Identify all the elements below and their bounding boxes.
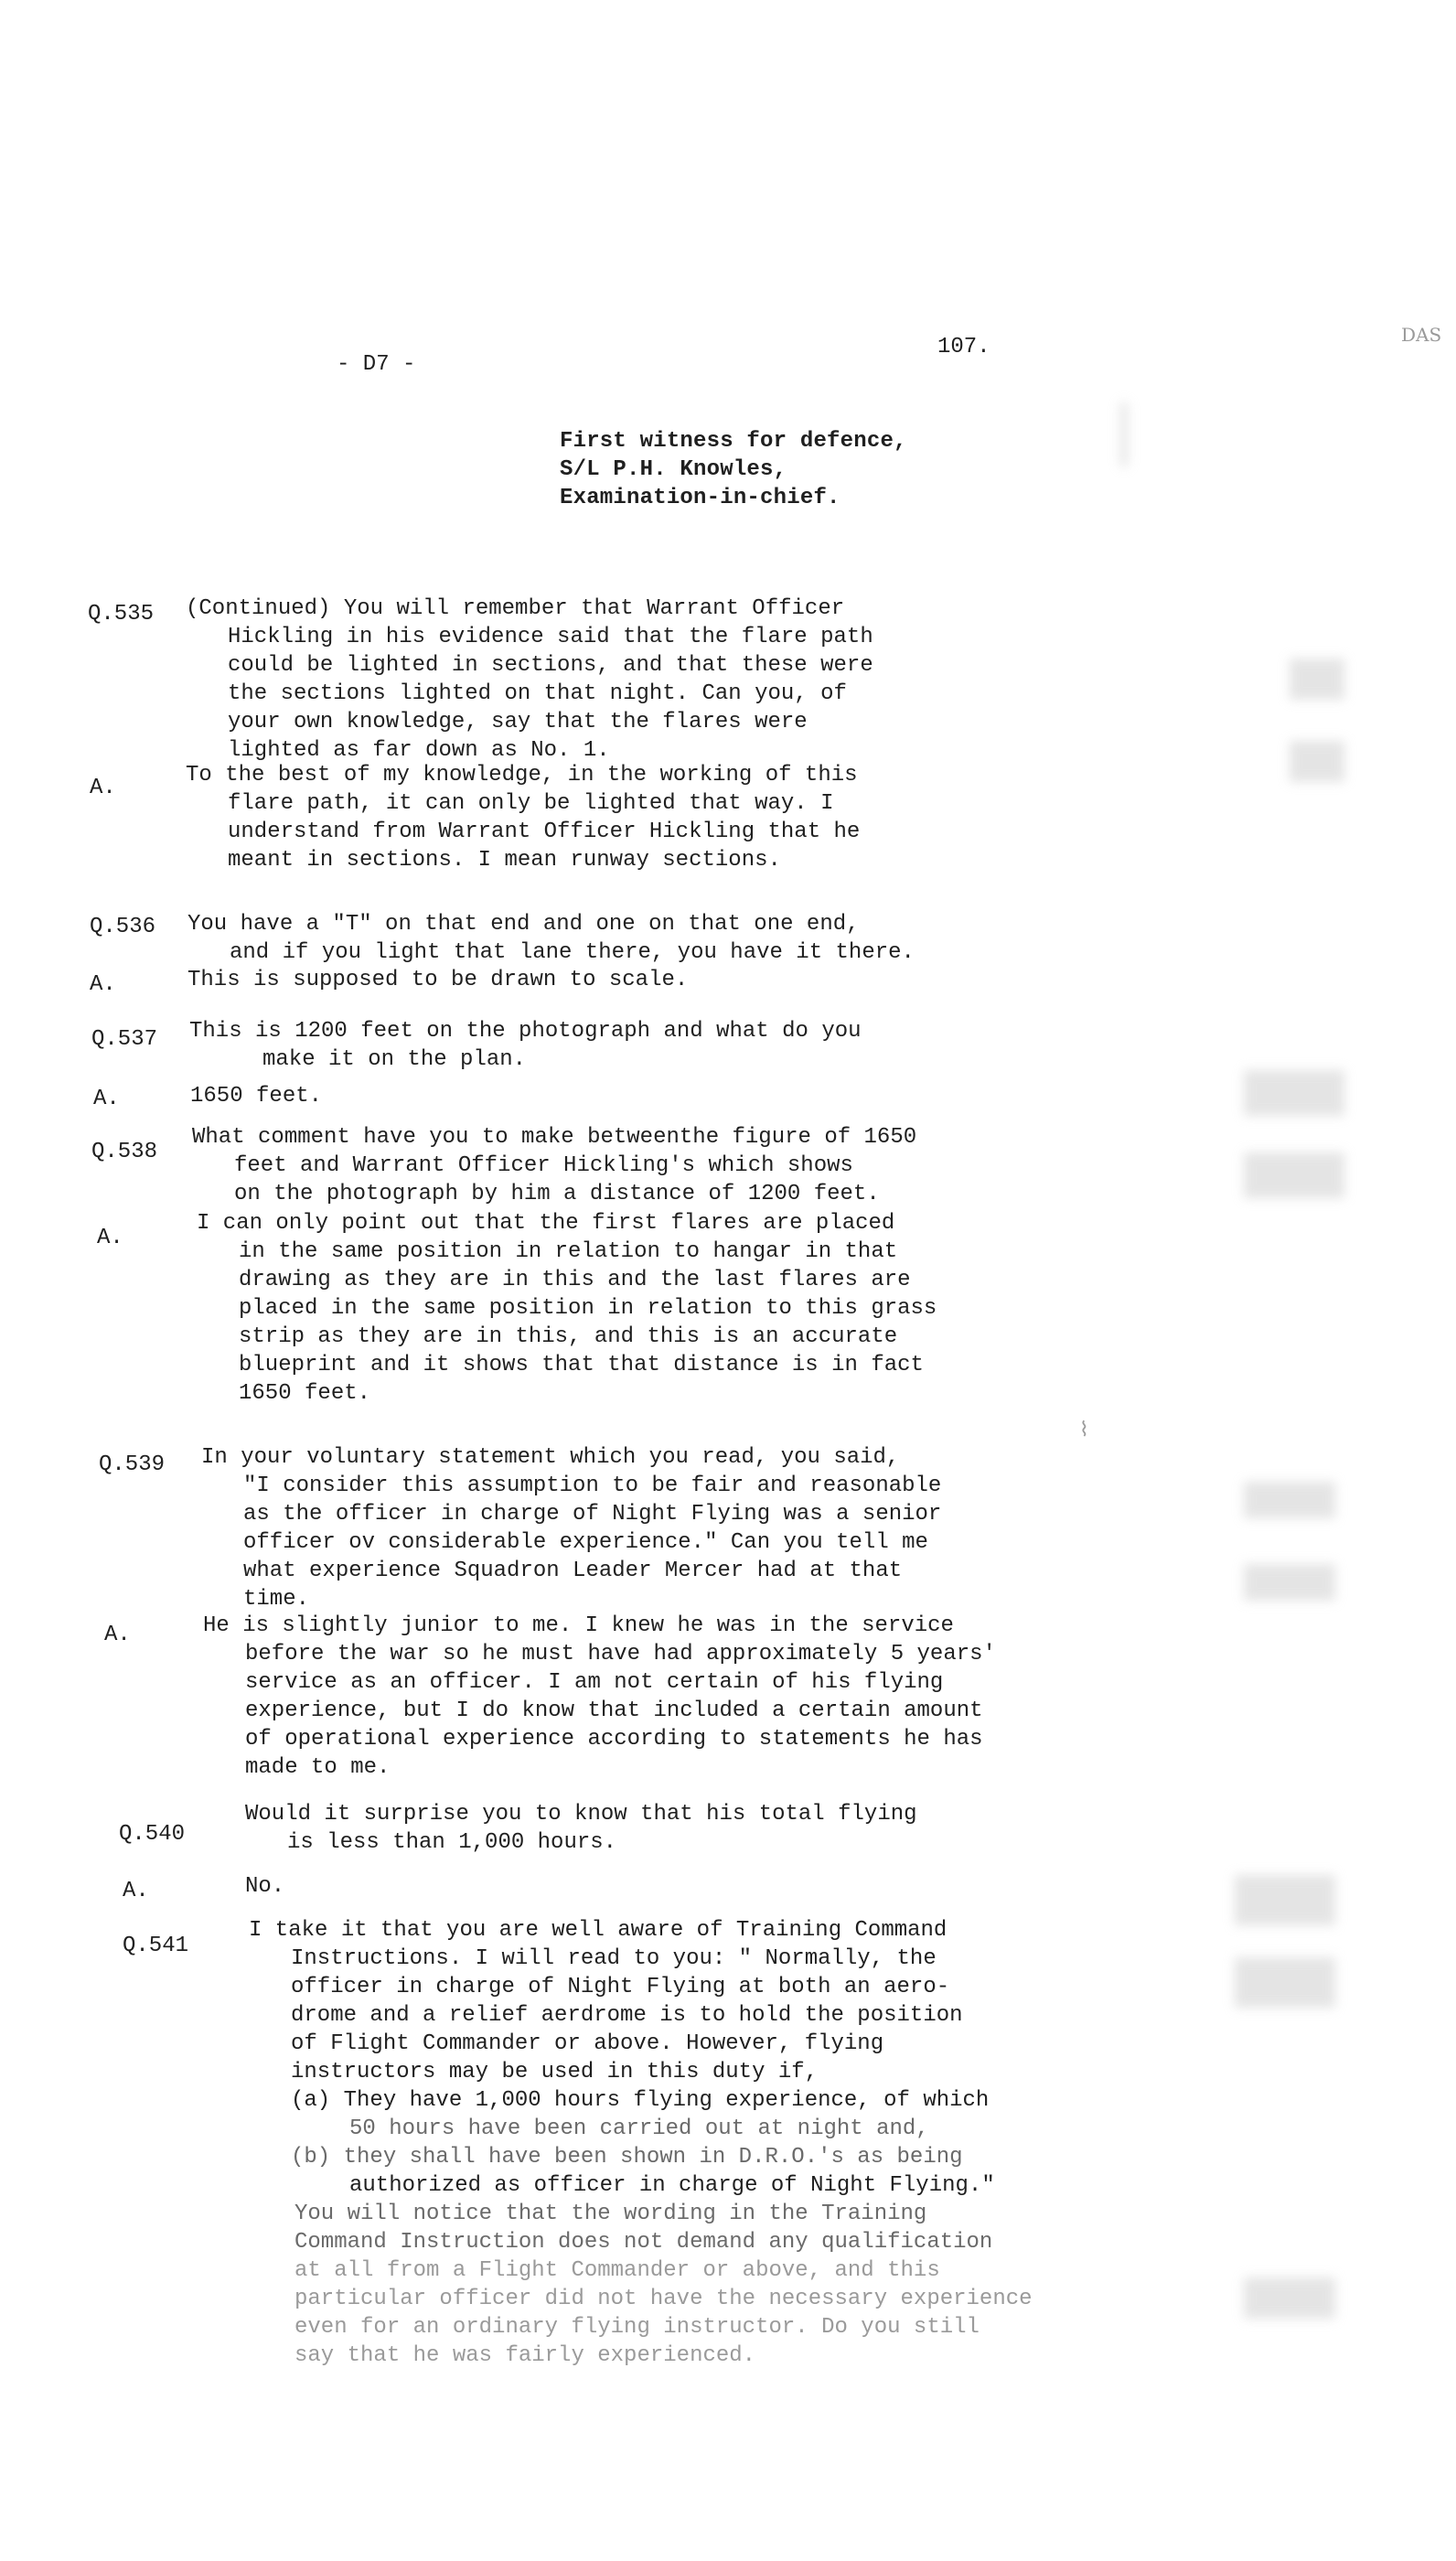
text-line: Hickling in his evidence said that the flare path — [228, 625, 873, 649]
text-line: I can only point out that the first flares are placed — [197, 1211, 895, 1236]
text-line: This is 1200 feet on the photograph and what do you — [189, 1019, 862, 1044]
scan-smudge — [1244, 1482, 1335, 1518]
text-line: and if you light that lane there, you have it there. — [230, 940, 915, 965]
text-line: say that he was fairly experienced. — [294, 2343, 756, 2368]
text-line: even for an ordinary flying instructor. Do you still — [294, 2315, 980, 2340]
text-line: flare path, it can only be lighted that way. I — [228, 791, 834, 816]
text-line: You will notice that the wording in the Training — [294, 2202, 927, 2226]
text-line: I take it that you are well aware of Training Command — [249, 1918, 947, 1943]
answer-label: A. — [97, 1226, 123, 1250]
text-line: (b) they shall have been shown in D.R.O.'s as being — [291, 2145, 963, 2170]
heading-line: First witness for defence, — [560, 429, 907, 454]
text-line: in the same position in relation to hangar in that — [239, 1239, 898, 1264]
text-line: In your voluntary statement which you read, you said, — [201, 1445, 900, 1470]
text-line: 50 hours have been carried out at night and, — [349, 2116, 929, 2141]
question-text — [189, 1017, 862, 1074]
answer-text — [187, 966, 688, 994]
scan-smudge — [1235, 1875, 1335, 1925]
text-line: blueprint and it shows that that distance is in fact — [239, 1353, 924, 1377]
text-line: before the war so he must have had approximately 5 years' — [245, 1642, 996, 1666]
answer-label: A. — [90, 776, 116, 800]
text-line: strip as they are in this, and this is an accurate — [239, 1324, 898, 1349]
scan-smudge — [1244, 2277, 1335, 2319]
text-line: what experience Squadron Leader Mercer had at that — [243, 1559, 903, 1583]
question-text — [187, 910, 915, 967]
text-line: made to me. — [245, 1755, 391, 1780]
text-line: Would it surprise you to know that his total flying — [245, 1802, 917, 1827]
answer-text — [197, 1209, 937, 1408]
question-number: Q.538 — [91, 1140, 158, 1164]
text-line: (Continued) You will remember that Warrant Officer — [186, 596, 845, 621]
scan-smudge — [1120, 402, 1128, 466]
text-line: service as an officer. I am not certain of his flying — [245, 1670, 944, 1695]
text-line: is less than 1,000 hours. — [287, 1830, 617, 1855]
question-number: Q.537 — [91, 1027, 158, 1052]
text-line: Instructions. I will read to you: " Normally, the — [291, 1946, 937, 1971]
question-text — [192, 1123, 916, 1208]
text-line: Command Instruction does not demand any qualification — [294, 2230, 993, 2255]
text-line: could be lighted in sections, and that these were — [228, 653, 873, 678]
scan-smudge — [1244, 1152, 1344, 1198]
text-line: 1650 feet. — [239, 1381, 371, 1406]
text-line: No. — [245, 1874, 285, 1899]
scan-smudge — [1235, 1957, 1335, 2008]
answer-text — [190, 1082, 322, 1110]
question-number: Q.536 — [90, 915, 156, 939]
text-line: authorized as officer in charge of Night Flying." — [349, 2173, 995, 2198]
question-text — [245, 1800, 917, 1857]
question-number: Q.535 — [88, 602, 155, 627]
scan-smudge — [1290, 659, 1344, 700]
question-text — [186, 595, 873, 765]
text-line: feet and Warrant Officer Hickling's which shows — [234, 1153, 853, 1178]
text-line: as the officer in charge of Night Flying was a senior — [243, 1502, 942, 1527]
text-line: particular officer did not have the necessary experience — [294, 2287, 1033, 2311]
text-line: the sections lighted on that night. Can you, of — [228, 681, 847, 706]
text-line: placed in the same position in relation to this grass — [239, 1296, 937, 1321]
text-line: What comment have you to make betweenthe figure of 1650 — [192, 1125, 917, 1150]
answer-label: A. — [123, 1879, 149, 1903]
text-line: on the photograph by him a distance of 1200 feet. — [234, 1182, 880, 1206]
text-line: drome and a relief aerdrome is to hold the position — [291, 2003, 963, 2028]
question-number: Q.539 — [99, 1452, 166, 1477]
text-line: experience, but I do know that included a certain amount — [245, 1698, 983, 1723]
scan-smudge — [1290, 741, 1344, 782]
text-line: at all from a Flight Commander or above, and this — [294, 2258, 940, 2283]
answer-text — [245, 1872, 284, 1901]
page-section-marker: - D7 - — [337, 352, 416, 377]
text-line: of operational experience according to statements he has — [245, 1727, 983, 1752]
answer-label: A. — [93, 1087, 120, 1111]
answer-text — [186, 761, 860, 874]
question-number: Q.540 — [119, 1822, 186, 1847]
question-text — [249, 1916, 1033, 2370]
text-line: This is supposed to be drawn to scale. — [187, 968, 689, 992]
text-line: lighted as far down as No. 1. — [228, 738, 610, 763]
text-line: your own knowledge, say that the flares were — [228, 710, 808, 734]
corner-mark: DAS — [1401, 324, 1442, 346]
text-line: instructors may be used in this duty if, — [291, 2060, 819, 2084]
answer-label: A. — [104, 1623, 131, 1647]
answer-text — [203, 1612, 996, 1782]
heading-line: S/L P.H. Knowles, — [560, 457, 787, 482]
text-line: understand from Warrant Officer Hickling that he — [228, 820, 861, 844]
scan-smudge — [1244, 1070, 1344, 1116]
text-line: To the best of my knowledge, in the working of this — [186, 763, 858, 788]
text-line: He is slightly junior to me. I knew he was in the service — [203, 1613, 954, 1638]
text-line: officer in charge of Night Flying at both an aero- — [291, 1975, 950, 1999]
question-number: Q.541 — [123, 1934, 189, 1958]
answer-label: A. — [90, 972, 116, 997]
text-line: (a) They have 1,000 hours flying experience, of which — [291, 2088, 990, 2113]
scan-smudge — [1244, 1564, 1335, 1601]
text-line: make it on the plan. — [262, 1047, 527, 1072]
margin-mark-icon: ⌇ — [1079, 1420, 1089, 1442]
text-line: meant in sections. I mean runway sections. — [228, 848, 781, 873]
text-line: 1650 feet. — [190, 1084, 323, 1109]
witness-heading — [560, 427, 907, 512]
text-line: "I consider this assumption to be fair and reasonable — [243, 1473, 942, 1498]
page-number: 107. — [937, 335, 990, 359]
question-text — [201, 1443, 941, 1613]
heading-line: Examination-in-chief. — [560, 486, 840, 510]
text-line: time. — [243, 1587, 310, 1612]
text-line: officer ov considerable experience." Can you tell me — [243, 1530, 928, 1555]
text-line: drawing as they are in this and the last flares are — [239, 1268, 911, 1292]
text-line: You have a "T" on that end and one on that one end, — [187, 912, 860, 937]
text-line: of Flight Commander or above. However, flying — [291, 2031, 884, 2056]
